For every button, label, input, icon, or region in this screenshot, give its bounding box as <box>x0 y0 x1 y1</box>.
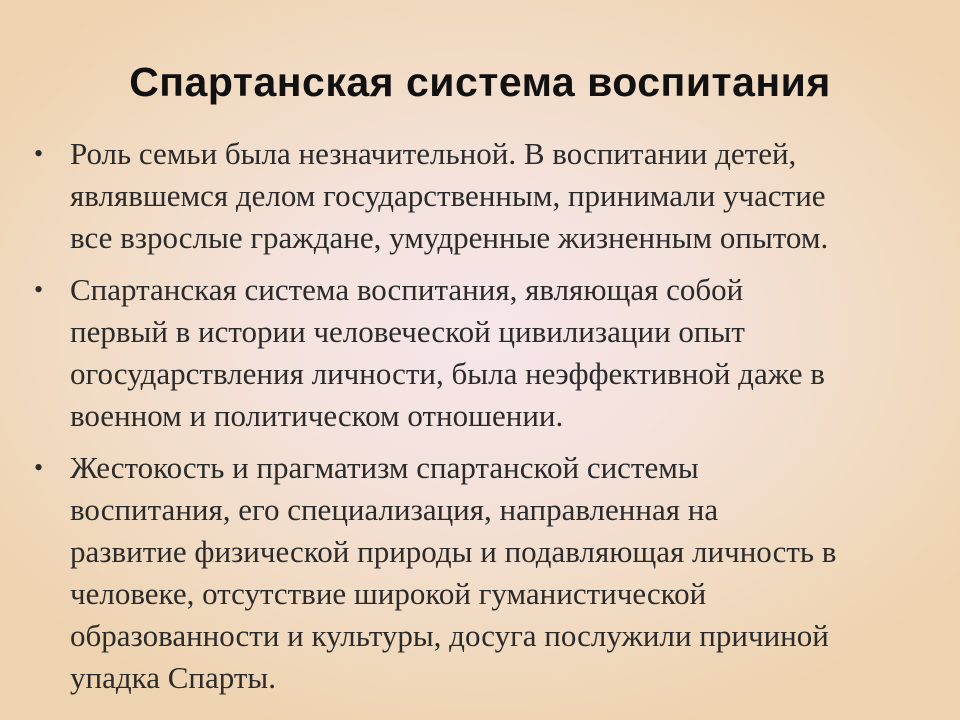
bullet-text-line: являвшемся делом государственным, принимали участие <box>70 178 826 213</box>
bullet-text-line: человеке, отсутствие широкой гуманистической <box>70 576 707 611</box>
bullet-text-line: развитие физической природы и подавляющая личность в <box>70 534 837 569</box>
bullet-text-line: огосударствления личности, была неэффективной даже в <box>70 356 825 391</box>
bullet-dot-icon: • <box>34 275 44 304</box>
bullet-text-line: первый в истории человеческой цивилизации опыт <box>70 314 745 349</box>
bullet-list <box>0 133 960 709</box>
bullet-dot-icon: • <box>34 139 44 168</box>
bullet-item-family-role <box>0 133 960 259</box>
bullet-text-line: военном и политическом отношении. <box>70 398 564 433</box>
bullet-text-line: Роль семьи была незначительной. В воспитании детей, <box>70 136 797 171</box>
bullet-dot-icon: • <box>34 453 44 482</box>
slide-title: Спартанская система воспитания <box>129 59 831 105</box>
bullet-text-line: воспитания, его специализация, направленная на <box>70 492 719 527</box>
bullet-text-line: все взрослые граждане, умудренные жизненным опытом. <box>70 220 829 255</box>
bullet-text-line: Спартанская система воспитания, являющая собой <box>70 272 744 307</box>
bullet-text-line: образованности и культуры, досуга послужили причиной <box>70 618 829 653</box>
bullet-text-line: упадка Спарты. <box>70 660 276 695</box>
bullet-text-line: Жестокость и прагматизм спартанской системы <box>70 450 699 485</box>
bullet-item-spartan-system <box>0 269 960 437</box>
bullet-item-cruelty-pragmatism <box>0 447 960 699</box>
